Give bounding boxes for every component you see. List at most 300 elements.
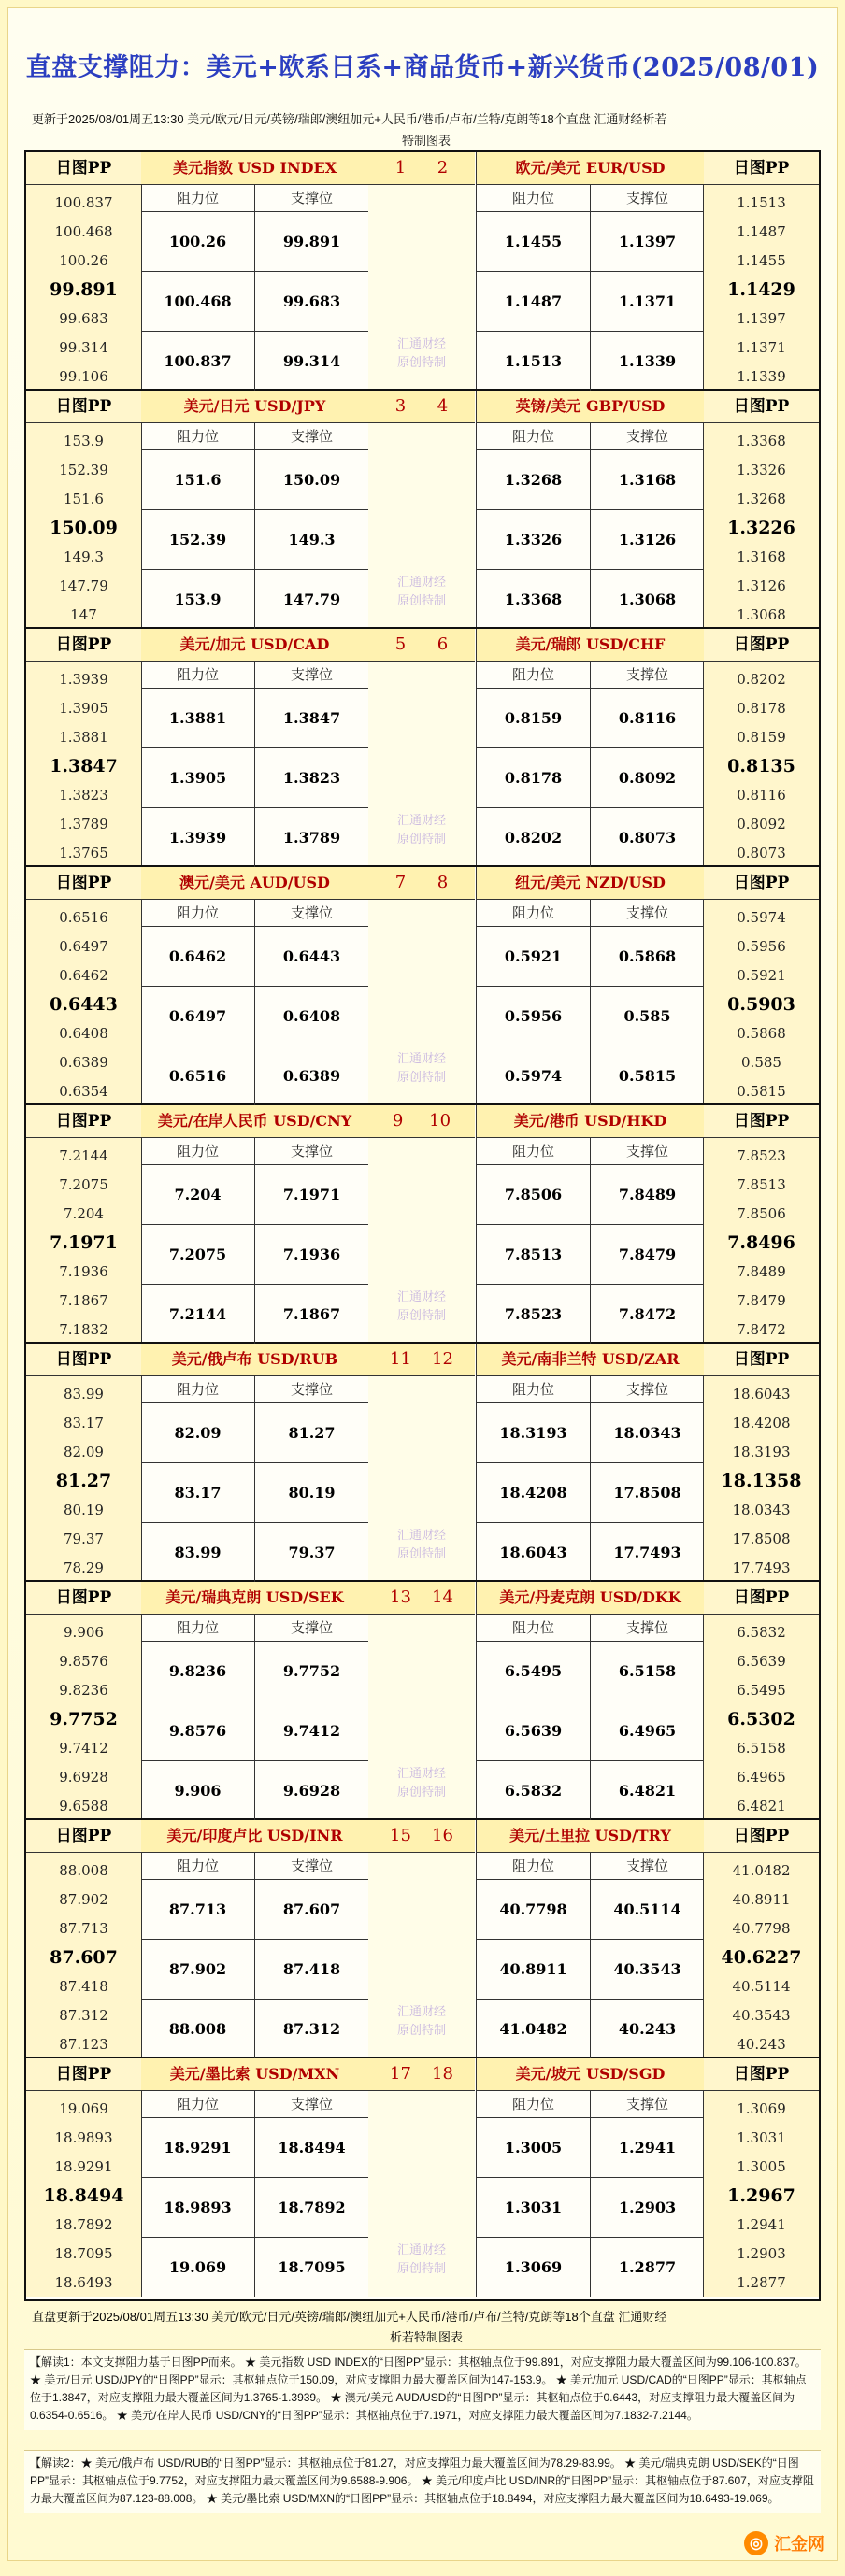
level-row [477, 689, 704, 748]
pp-level: 83.99 [64, 1386, 104, 1402]
level-row [141, 987, 368, 1046]
resistance-header: 阻力位 [477, 662, 591, 688]
pivot-table [24, 150, 821, 2301]
support-value: 0.8092 [618, 769, 677, 787]
pp-level: 6.5639 [737, 1653, 786, 1670]
resistance-value: 83.99 [141, 1523, 255, 1582]
support-value: 9.7412 [282, 1722, 341, 1740]
pp-column-left [26, 1582, 142, 1818]
level-row [141, 1225, 368, 1285]
support-value: 1.3823 [282, 769, 341, 787]
pp-header: 日图PP [704, 867, 819, 900]
resistance-header: 阻力位 [141, 1615, 255, 1641]
resistance-header: 阻力位 [477, 185, 591, 211]
pp-level: 0.6516 [59, 909, 108, 926]
level-row [141, 212, 368, 272]
currency-block [26, 1105, 819, 1344]
resistance-value: 0.6497 [141, 987, 255, 1046]
support-value: 1.3168 [618, 471, 677, 489]
index-column [368, 1344, 475, 1580]
level-row [477, 927, 704, 987]
pp-level: 0.6354 [59, 1083, 108, 1100]
pp-header: 日图PP [704, 1582, 819, 1615]
footer-update [32, 2307, 821, 2348]
support-header: 支撑位 [290, 1381, 333, 1398]
resistance-value: 18.6043 [477, 1523, 591, 1582]
resistance-header: 阻力位 [477, 1615, 591, 1641]
pp-column-right [703, 1344, 819, 1580]
pp-level: 0.8178 [737, 700, 786, 717]
index-column [368, 867, 475, 1103]
pp-level: 40.7798 [732, 1920, 791, 1937]
support-value: 99.683 [282, 292, 341, 310]
resistance-value: 9.906 [141, 1761, 255, 1820]
pair-index: 15 [390, 1826, 411, 1845]
index-column [368, 152, 475, 389]
support-header: 支撑位 [625, 428, 668, 445]
pp-level: 100.26 [59, 252, 108, 269]
pp-column-left [26, 867, 142, 1103]
support-value: 81.27 [288, 1424, 336, 1442]
watermark [368, 335, 475, 373]
pp-level: 1.3905 [59, 700, 108, 717]
pivot-value: 81.27 [55, 1471, 112, 1491]
level-row [477, 332, 704, 391]
pp-level: 147 [70, 606, 97, 623]
support-value: 79.37 [288, 1544, 336, 1561]
pp-level: 40.5114 [732, 1978, 791, 1995]
pp-level: 1.3069 [737, 2100, 786, 2117]
level-row [477, 570, 704, 629]
pair-table [141, 1582, 369, 1818]
pp-level: 6.5832 [737, 1624, 786, 1641]
pair-name: 美元/日元 USD/JPY [141, 391, 368, 423]
update-text: 更新于2025/08/01周五13:30 美元/欧元/日元/英镑/瑞郎/澳纽加元+人民币/港币/卢布/兰特/克朗等18个直盘 汇通财经析若 [32, 112, 667, 126]
resistance-value: 151.6 [141, 450, 255, 509]
support-header: 支撑位 [625, 666, 668, 683]
pp-level: 17.7493 [732, 1559, 791, 1576]
pp-level: 1.1371 [737, 339, 786, 356]
level-row [477, 1940, 704, 2000]
watermark-line: 原创特制 [396, 1309, 446, 1323]
pair-table [476, 629, 704, 865]
level-row [141, 1761, 368, 1820]
pp-level: 1.1339 [737, 368, 786, 385]
pp-level: 1.3368 [737, 433, 786, 449]
update-line [32, 108, 821, 151]
pp-level: 1.1487 [737, 223, 786, 240]
level-row [477, 1523, 704, 1582]
support-header: 支撑位 [290, 1143, 333, 1160]
pp-level: 1.3939 [59, 671, 108, 688]
support-value: 0.6443 [282, 947, 341, 965]
level-row [141, 1523, 368, 1582]
pp-level: 147.79 [59, 577, 108, 594]
pp-header: 日图PP [26, 391, 141, 423]
resistance-value: 18.9893 [141, 2178, 255, 2237]
resistance-value: 82.09 [141, 1403, 255, 1462]
pp-level: 0.5868 [737, 1025, 786, 1042]
currency-block [26, 867, 819, 1105]
pp-level: 0.585 [741, 1054, 781, 1071]
support-value: 87.607 [282, 1900, 341, 1918]
pp-level: 100.837 [54, 194, 113, 211]
resistance-value: 0.5974 [477, 1046, 591, 1105]
support-header: 支撑位 [290, 2096, 333, 2113]
pp-column-left [26, 1344, 142, 1580]
pp-level: 0.6389 [59, 1054, 108, 1071]
resistance-header: 阻力位 [141, 662, 255, 688]
watermark-line: 原创特制 [396, 1547, 446, 1561]
watermark-line: 原创特制 [396, 594, 446, 608]
level-row [477, 987, 704, 1046]
pp-level: 41.0482 [732, 1862, 791, 1879]
support-value: 1.2903 [618, 2199, 677, 2216]
resistance-value: 7.2144 [141, 1285, 255, 1344]
pp-level: 1.1513 [737, 194, 786, 211]
resistance-value: 1.3069 [477, 2238, 591, 2297]
pp-level: 1.3789 [59, 816, 108, 833]
level-row [141, 2238, 368, 2297]
pair-index: 12 [432, 1349, 453, 1369]
pair-table [476, 1344, 704, 1580]
pp-column-left [26, 152, 142, 389]
pair-table [476, 1105, 704, 1342]
pp-column-left [26, 1820, 142, 2057]
resistance-value: 6.5639 [477, 1701, 591, 1760]
support-header: 支撑位 [290, 1857, 333, 1874]
resistance-value: 152.39 [141, 510, 255, 569]
level-row [141, 1642, 368, 1701]
support-header: 支撑位 [290, 428, 333, 445]
pp-header: 日图PP [704, 391, 819, 423]
resistance-header: 阻力位 [477, 1376, 591, 1402]
pair-index: 16 [432, 1826, 453, 1845]
pair-name: 美元/在岸人民币 USD/CNY [141, 1105, 368, 1138]
pp-level: 87.418 [59, 1978, 108, 1995]
pair-name: 美元/丹麦克朗 USD/DKK [477, 1582, 704, 1615]
pp-level: 7.8472 [737, 1321, 786, 1338]
resistance-value: 87.902 [141, 1940, 255, 1999]
pp-level: 7.1936 [59, 1263, 108, 1280]
support-value: 40.3543 [613, 1960, 681, 1978]
pair-table [141, 867, 369, 1103]
currency-block [26, 391, 819, 629]
pp-header: 日图PP [704, 1105, 819, 1138]
pivot-value: 7.8496 [727, 1232, 795, 1253]
resistance-value: 19.069 [141, 2238, 255, 2297]
analysis-note-1: 【解读1：本文支撑阻力基于日图PP而来。 ★ 美元指数 USD INDEX的“日图PP”显示：其枢轴点位于99.891，对应支撑阻力最大覆盖区间为99.106-100.837。 ★ 美元/日元 USD/JPY的“日图PP”显示：其枢轴点位于150.09，对应支撑阻力最大覆盖区间为147-153.9。 ★ 美元/加元 USD/CAD的“日图PP”显示：其枢轴点位于1.3847，对应支撑阻力最大覆盖区间为1.3765-1.3939。 ★ 澳元/美元 AUD/USD的“日图PP”显示：其枢轴点位于0.6443，对应支撑阻力最大覆盖区间为0.6354-0.6516。 ★ 美元/在岸人民币 USD/CNY的“日图PP”显示：其枢轴点位于7.1971，对应支撑阻力最大覆盖区间为7.1832-7.2144。 [24, 2349, 821, 2430]
resistance-header: 阻力位 [141, 1138, 255, 1164]
pp-level: 7.8523 [737, 1147, 786, 1164]
resistance-value: 18.3193 [477, 1403, 591, 1462]
resistance-header: 阻力位 [477, 1853, 591, 1879]
resistance-value: 0.8178 [477, 748, 591, 807]
level-row [477, 1880, 704, 1940]
watermark-line: 汇通财经 [396, 1767, 446, 1781]
level-row [477, 808, 704, 867]
level-row [477, 1761, 704, 1820]
watermark [368, 1765, 475, 1802]
pp-level: 1.3005 [737, 2158, 786, 2175]
level-row [141, 689, 368, 748]
resistance-value: 1.3326 [477, 510, 591, 569]
level-row [141, 450, 368, 510]
support-value: 9.6928 [282, 1782, 341, 1800]
pp-level: 87.902 [59, 1891, 108, 1908]
pair-table [141, 2058, 369, 2297]
currency-block [26, 1582, 819, 1820]
support-value: 0.6408 [282, 1007, 341, 1025]
support-value: 40.5114 [613, 1900, 681, 1918]
support-header: 支撑位 [625, 1381, 668, 1398]
pivot-value: 6.5302 [727, 1709, 795, 1729]
pair-name: 美元/土里拉 USD/TRY [477, 1820, 704, 1853]
support-value: 1.3068 [618, 591, 677, 608]
resistance-value: 1.3031 [477, 2178, 591, 2237]
level-row [141, 1880, 368, 1940]
resistance-header: 阻力位 [141, 2091, 255, 2117]
pp-header: 日图PP [26, 1344, 141, 1376]
pivot-value: 0.6443 [50, 994, 118, 1015]
support-header: 支撑位 [625, 904, 668, 921]
pivot-value: 1.3226 [727, 518, 795, 538]
pp-column-right [703, 629, 819, 865]
pp-level: 0.8116 [737, 787, 786, 804]
support-value: 1.1397 [618, 233, 677, 250]
resistance-header: 阻力位 [477, 1138, 591, 1164]
support-header: 支撑位 [625, 1143, 668, 1160]
fx-logo-icon: ◎ [744, 2531, 768, 2555]
pair-index: 8 [437, 873, 449, 892]
pp-level: 88.008 [59, 1862, 108, 1879]
pp-column-right [703, 391, 819, 627]
pp-level: 78.29 [64, 1559, 104, 1576]
level-row [477, 272, 704, 332]
pp-header: 日图PP [704, 1344, 819, 1376]
pair-index: 2 [437, 158, 449, 178]
pair-table [476, 2058, 704, 2297]
pivot-value: 1.3847 [50, 756, 118, 776]
resistance-value: 0.8159 [477, 689, 591, 747]
resistance-value: 88.008 [141, 2000, 255, 2058]
support-value: 1.2877 [618, 2258, 677, 2276]
resistance-value: 7.8506 [477, 1165, 591, 1224]
pp-header: 日图PP [26, 2058, 141, 2091]
level-row [477, 1165, 704, 1225]
resistance-header: 阻力位 [141, 900, 255, 926]
pp-level: 1.3068 [737, 606, 786, 623]
support-value: 149.3 [288, 531, 336, 548]
pp-header: 日图PP [704, 629, 819, 662]
level-row [141, 1285, 368, 1344]
pair-index: 4 [437, 396, 449, 416]
support-value: 17.8508 [613, 1484, 681, 1501]
pp-level: 18.7892 [54, 2216, 113, 2233]
pair-name: 美元/印度卢比 USD/INR [141, 1820, 368, 1853]
pair-name: 欧元/美元 EUR/USD [477, 152, 704, 185]
pp-level: 0.6408 [59, 1025, 108, 1042]
pp-level: 82.09 [64, 1444, 104, 1460]
resistance-value: 1.3268 [477, 450, 591, 509]
pp-level: 152.39 [59, 462, 108, 478]
pp-header: 日图PP [26, 629, 141, 662]
pp-level: 0.5815 [737, 1083, 786, 1100]
pp-level: 87.123 [59, 2036, 108, 2053]
resistance-value: 0.5956 [477, 987, 591, 1046]
pivot-value: 18.8494 [43, 2185, 124, 2206]
pair-table [141, 152, 369, 389]
watermark-line: 汇通财经 [396, 1290, 446, 1304]
resistance-value: 6.5832 [477, 1761, 591, 1820]
index-column [368, 629, 475, 865]
resistance-value: 9.8236 [141, 1642, 255, 1701]
support-value: 18.8494 [278, 2139, 346, 2156]
pair-name: 美元/俄卢布 USD/RUB [141, 1344, 368, 1376]
support-value: 99.314 [282, 352, 341, 370]
pair-name: 英镑/美元 GBP/USD [477, 391, 704, 423]
support-value: 87.312 [282, 2020, 341, 2038]
support-value: 99.891 [282, 233, 341, 250]
pp-level: 7.8513 [737, 1176, 786, 1193]
resistance-value: 18.4208 [477, 1463, 591, 1522]
resistance-value: 0.6516 [141, 1046, 255, 1105]
pair-name: 美元/瑞典克朗 USD/SEK [141, 1582, 368, 1615]
resistance-value: 100.468 [141, 272, 255, 331]
watermark-line: 原创特制 [396, 2262, 446, 2276]
resistance-value: 7.204 [141, 1165, 255, 1224]
level-row [477, 1701, 704, 1761]
level-row [477, 1463, 704, 1523]
index-column [368, 391, 475, 627]
level-row [141, 570, 368, 629]
support-value: 0.585 [623, 1007, 671, 1025]
support-value: 80.19 [288, 1484, 336, 1501]
support-header: 支撑位 [290, 904, 333, 921]
pp-level: 80.19 [64, 1501, 104, 1518]
pp-level: 18.6493 [54, 2274, 113, 2291]
pair-index: 1 [394, 158, 407, 178]
pivot-value: 0.8135 [727, 756, 795, 776]
pair-table [141, 391, 369, 627]
watermark [368, 2003, 475, 2041]
support-header: 支撑位 [625, 1857, 668, 1874]
site-logo[interactable] [744, 2531, 824, 2555]
level-row [477, 212, 704, 272]
resistance-value: 9.8576 [141, 1701, 255, 1760]
level-row [477, 2178, 704, 2238]
support-value: 7.8472 [618, 1305, 677, 1323]
pp-level: 1.2877 [737, 2274, 786, 2291]
pair-name: 纽元/美元 NZD/USD [477, 867, 704, 900]
currency-block [26, 1344, 819, 1582]
resistance-value: 18.9291 [141, 2118, 255, 2177]
support-value: 18.7892 [278, 2199, 346, 2216]
pair-table [476, 152, 704, 389]
level-row [141, 272, 368, 332]
watermark-line: 汇通财经 [396, 576, 446, 590]
pp-level: 0.5956 [737, 938, 786, 955]
pp-level: 1.3881 [59, 729, 108, 746]
resistance-value: 1.3881 [141, 689, 255, 747]
level-row [477, 2000, 704, 2058]
pp-header: 日图PP [704, 2058, 819, 2091]
pair-index: 6 [437, 634, 449, 654]
support-value: 0.8116 [618, 709, 677, 727]
pp-header: 日图PP [704, 1820, 819, 1853]
pp-level: 9.906 [64, 1624, 104, 1641]
support-value: 0.6389 [282, 1067, 341, 1085]
level-row [141, 927, 368, 987]
pp-level: 9.6928 [59, 1769, 108, 1786]
pp-level: 17.8508 [732, 1530, 791, 1547]
pp-level: 1.3823 [59, 787, 108, 804]
pp-column-right [703, 1582, 819, 1818]
watermark-line: 汇通财经 [396, 1052, 446, 1066]
resistance-value: 40.8911 [477, 1940, 591, 1999]
support-header: 支撑位 [625, 2096, 668, 2113]
pp-level: 99.314 [59, 339, 108, 356]
support-value: 87.418 [282, 1960, 341, 1978]
analysis-note-2: 【解读2：★ 美元/俄卢布 USD/RUB的“日图PP”显示：其枢轴点位于81.27，对应支撑阻力最大覆盖区间为78.29-83.99。 ★ 美元/瑞典克朗 USD/SEK的“日图PP”显示：其枢轴点位于9.7752，对应支撑阻力最大覆盖区间为9.6588-9.906。 ★ 美元/印度卢比 USD/INR的“日图PP”显示：其枢轴点位于87.607，对应支撑阻力最大覆盖区间为87.123-88.008。 ★ 美元/墨比索 USD/MXN的“日图PP”显示：其枢轴点位于18.8494，对应支撑阻力最大覆盖区间为18.6493-19.069。 [24, 2450, 821, 2513]
currency-block [26, 2058, 819, 2297]
pp-level: 1.1397 [737, 310, 786, 327]
watermark-line: 汇通财经 [396, 2243, 446, 2257]
resistance-value: 41.0482 [477, 2000, 591, 2058]
pivot-value: 7.1971 [50, 1232, 118, 1253]
watermark-line: 原创特制 [396, 356, 446, 370]
watermark [368, 1288, 475, 1326]
watermark [368, 574, 475, 611]
pp-level: 151.6 [64, 491, 104, 507]
index-column [368, 1582, 475, 1818]
pp-level: 1.3168 [737, 548, 786, 565]
pp-column-left [26, 629, 142, 865]
pp-level: 9.8576 [59, 1653, 108, 1670]
pp-column-right [703, 2058, 819, 2297]
resistance-value: 1.1513 [477, 332, 591, 391]
resistance-value: 7.8523 [477, 1285, 591, 1344]
pair-index: 13 [390, 1587, 411, 1607]
level-row [141, 332, 368, 391]
pp-level: 0.8073 [737, 845, 786, 861]
pair-table [476, 867, 704, 1103]
support-value: 1.2941 [618, 2139, 677, 2156]
pivot-value: 9.7752 [50, 1709, 118, 1729]
pivot-value: 150.09 [50, 518, 118, 538]
pp-level: 18.3193 [732, 1444, 791, 1460]
pair-table [141, 629, 369, 865]
pair-index: 11 [390, 1349, 411, 1369]
pair-name: 美元/坡元 USD/SGD [477, 2058, 704, 2091]
pp-level: 9.7412 [59, 1740, 108, 1757]
pp-level: 40.243 [737, 2036, 786, 2053]
level-row [141, 2118, 368, 2178]
pivot-value: 87.607 [50, 1947, 118, 1968]
pp-column-right [703, 1105, 819, 1342]
pp-column-right [703, 867, 819, 1103]
level-row [141, 808, 368, 867]
pp-level: 18.7095 [54, 2245, 113, 2262]
watermark-line: 汇通财经 [396, 2005, 446, 2019]
pair-table [476, 1582, 704, 1818]
resistance-header: 阻力位 [477, 900, 591, 926]
watermark-line: 汇通财经 [396, 1529, 446, 1543]
pair-name: 美元/墨比索 USD/MXN [141, 2058, 368, 2091]
watermark [368, 1527, 475, 1564]
resistance-header: 阻力位 [477, 2091, 591, 2117]
resistance-header: 阻力位 [141, 1853, 255, 1879]
